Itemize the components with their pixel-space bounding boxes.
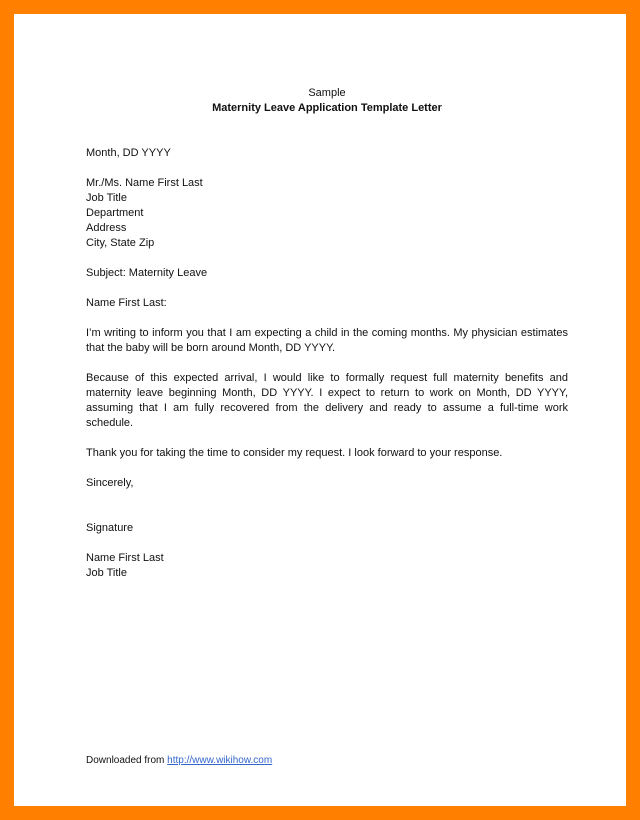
letter-page	[14, 14, 626, 806]
sender-job-title: Job Title	[86, 567, 127, 579]
recipient-name: Mr./Ms. Name First Last	[86, 177, 203, 189]
salutation-text: Name First Last:	[86, 297, 167, 309]
salutation	[86, 296, 568, 311]
subject-line	[86, 266, 568, 281]
recipient-department: Department	[86, 207, 144, 219]
signature-line	[86, 521, 568, 536]
letter-title: Maternity Leave Application Template Letter	[212, 102, 442, 114]
signature-text: Signature	[86, 522, 134, 534]
paragraph-3-text: Thank you for taking the time to consider my request. I look forward to your response.	[86, 447, 503, 459]
sender-name: Name First Last	[86, 552, 164, 564]
recipient-city-state-zip: City, State Zip	[86, 237, 155, 249]
subject-text: Subject: Maternity Leave	[86, 267, 208, 279]
recipient-address: Address	[86, 222, 127, 234]
paragraph-1: I’m writing to inform you that I am expecting a child in the coming months. My physician estimates that the baby will be born around Month, DD YYYY.	[86, 327, 568, 354]
closing-text: Sincerely,	[86, 477, 134, 489]
date-text: Month, DD YYYY	[86, 147, 171, 159]
wikihow-link[interactable]: http://www.wikihow.com	[167, 755, 273, 766]
paragraph-2: Because of this expected arrival, I would like to formally request full maternity benefits and maternity leave beginning Month, DD YYYY. I expect to return to work on Month, DD YYYY, assuming that I am fully recovered from the delivery and ready to assume a full-time work schedule.	[86, 372, 568, 429]
sender-block	[86, 551, 568, 581]
letter-kicker: Sample	[308, 87, 346, 99]
recipient-address-block	[86, 176, 568, 251]
footer-prefix: Downloaded from	[86, 755, 165, 766]
recipient-job-title: Job Title	[86, 192, 127, 204]
download-footer	[86, 753, 272, 768]
closing	[86, 476, 568, 491]
paragraph-3	[86, 446, 568, 461]
letter-date	[86, 146, 568, 161]
